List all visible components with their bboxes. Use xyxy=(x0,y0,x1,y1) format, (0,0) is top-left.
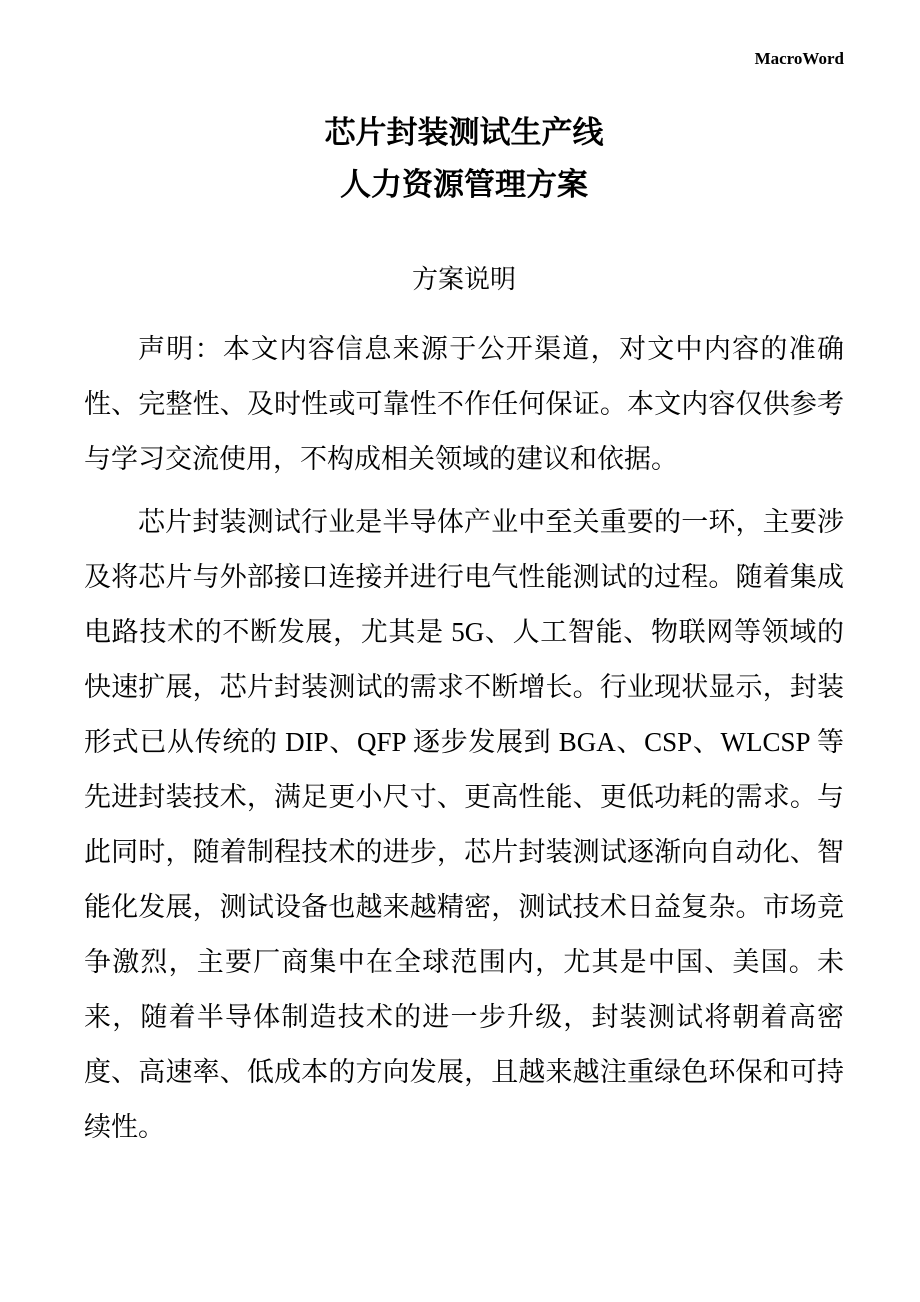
industry-overview-paragraph: 芯片封装测试行业是半导体产业中至关重要的一环，主要涉及将芯片与外部接口连接并进行电气性能测试的过程。随着集成电路技术的不断发展，尤其是 5G、人工智能、物联网等领域的快速扩展，芯片封装测试的需求不断增长。行业现状显示，封装形式已从传统的 DIP、QFP 逐步发展到 BGA、CSP、WLCSP 等先进封装技术，满足更小尺寸、更高性能、更低功耗的需求。与此同时，随着制程技术的进步，芯片封装测试逐渐向自动化、智能化发展，测试设备也越来越精密，测试技术日益复杂。市场竞争激烈，主要厂商集中在全球范围内，尤其是中国、美国。未来，随着半导体制造技术的进一步升级，封装测试将朝着高密度、高速率、低成本的方向发展，且越来越注重绿色环保和可持续性。 xyxy=(84,507,844,1142)
document-title xyxy=(84,107,844,211)
section-heading: 方案说明 xyxy=(411,264,516,294)
document-title-line-2: 人力资源管理方案 xyxy=(340,167,588,202)
macroword-watermark: MacroWord xyxy=(754,49,844,68)
document-title-line-1: 芯片封装测试生产线 xyxy=(324,115,604,150)
document-body xyxy=(84,322,844,1155)
disclaimer-paragraph: 声明：本文内容信息来源于公开渠道，对文中内容的准确性、完整性、及时性或可靠性不作任何保证。本文内容仅供参考与学习交流使用，不构成相关领域的建议和依据。 xyxy=(84,334,844,474)
